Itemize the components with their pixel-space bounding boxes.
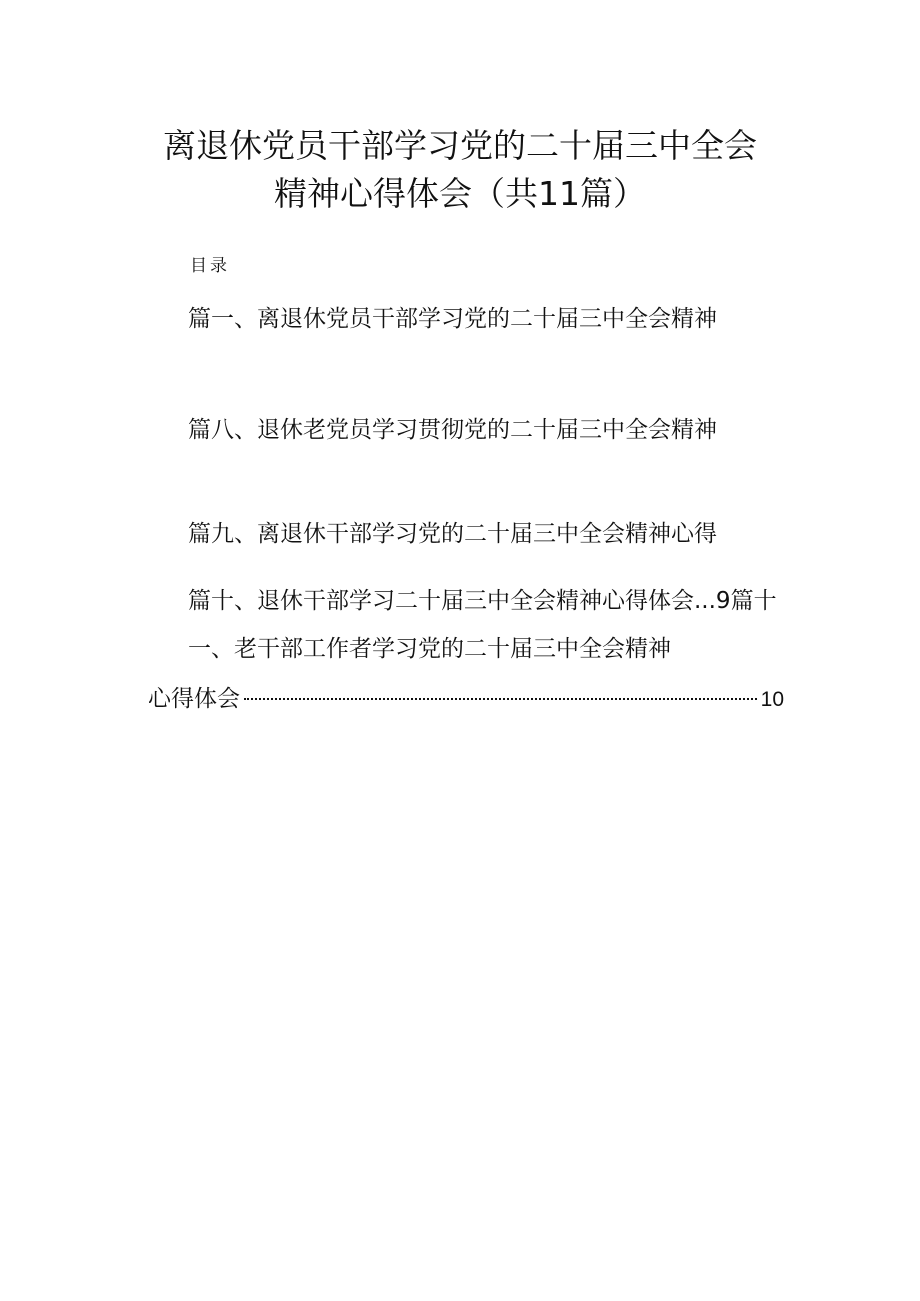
toc-entry[interactable]: 篇十、退休干部学习二十届三中全会精神心得体会...9篇十	[188, 588, 777, 614]
toc-entry[interactable]: 篇八、退休老党员学习贯彻党的二十届三中全会精神	[188, 417, 717, 443]
toc-heading: 目录	[190, 256, 230, 276]
toc-entry[interactable]: 一、老干部工作者学习党的二十届三中全会精神	[188, 636, 671, 662]
toc-entry[interactable]: 篇九、离退休干部学习党的二十届三中全会精神心得	[188, 521, 717, 547]
toc-entry[interactable]: 篇一、离退休党员干部学习党的二十届三中全会精神	[188, 306, 717, 332]
dot-leader	[244, 698, 757, 700]
toc-page-number: 10	[760, 688, 784, 711]
toc-entry-with-leader[interactable]	[148, 683, 784, 715]
document-title-line-1: 离退休党员干部学习党的二十届三中全会	[163, 126, 757, 165]
toc-entry-text: 心得体会	[148, 686, 240, 712]
document-title-line-2: 精神心得体会（共11篇）	[274, 174, 646, 213]
